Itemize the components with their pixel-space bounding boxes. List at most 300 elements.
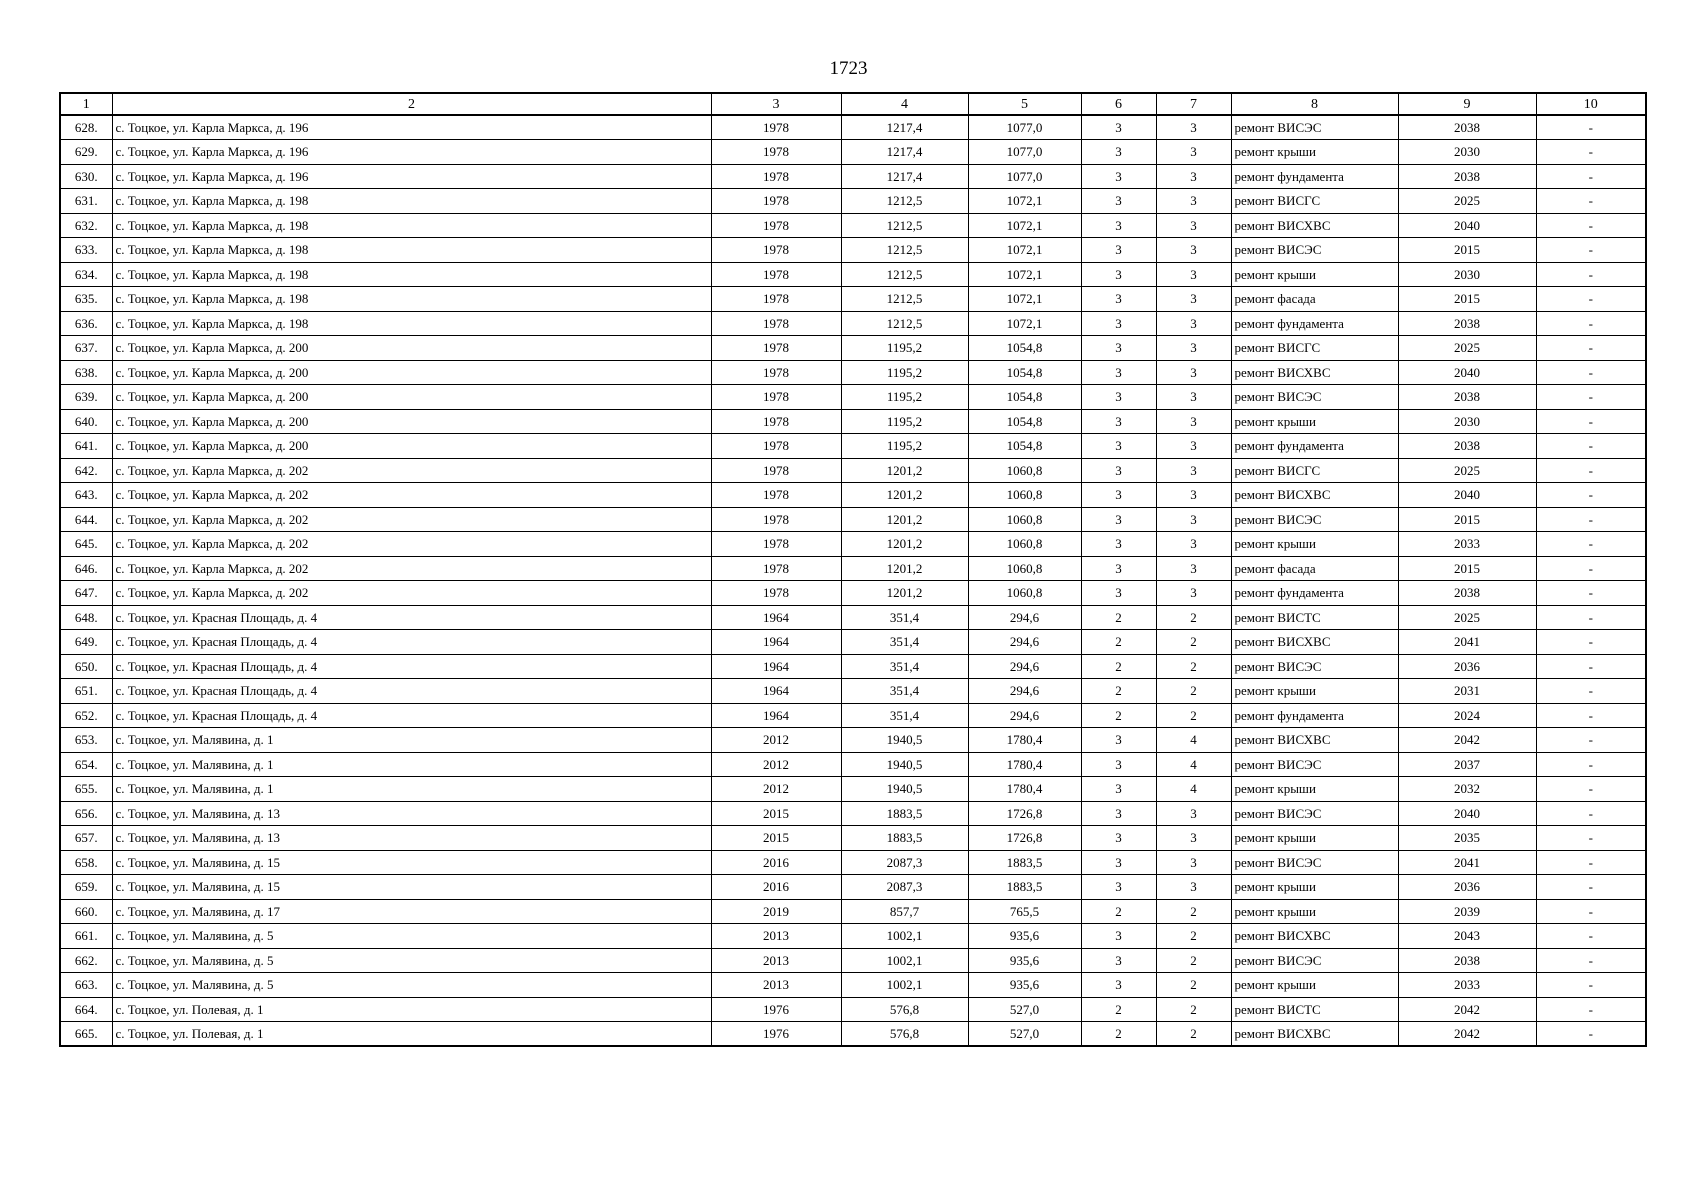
- floors-cell: 2: [1081, 630, 1156, 655]
- table-row: [60, 262, 1646, 287]
- repair-type-cell: ремонт крыши: [1231, 409, 1398, 434]
- planned-year-cell: 2041: [1398, 630, 1536, 655]
- planned-year-cell: 2043: [1398, 924, 1536, 949]
- total-area-cell: 576,8: [841, 997, 968, 1022]
- year-cell: 1978: [711, 238, 841, 263]
- entrances-cell: 3: [1156, 262, 1231, 287]
- address-cell: с. Тоцкое, ул. Красная Площадь, д. 4: [112, 679, 711, 704]
- total-area-cell: 1195,2: [841, 360, 968, 385]
- floors-cell: 3: [1081, 311, 1156, 336]
- living-area-cell: 1072,1: [968, 238, 1081, 263]
- planned-year-cell: 2015: [1398, 287, 1536, 312]
- note-cell: -: [1536, 801, 1646, 826]
- living-area-cell: 1883,5: [968, 875, 1081, 900]
- repair-type-cell: ремонт крыши: [1231, 899, 1398, 924]
- address-cell: с. Тоцкое, ул. Карла Маркса, д. 200: [112, 360, 711, 385]
- note-cell: -: [1536, 752, 1646, 777]
- living-area-cell: 294,6: [968, 703, 1081, 728]
- planned-year-cell: 2015: [1398, 556, 1536, 581]
- floors-cell: 3: [1081, 385, 1156, 410]
- floors-cell: 3: [1081, 507, 1156, 532]
- year-cell: 1978: [711, 262, 841, 287]
- repair-type-cell: ремонт ВИСГС: [1231, 336, 1398, 361]
- living-area-cell: 1726,8: [968, 801, 1081, 826]
- total-area-cell: 1217,4: [841, 140, 968, 165]
- floors-cell: 3: [1081, 948, 1156, 973]
- repair-type-cell: ремонт ВИСТС: [1231, 605, 1398, 630]
- planned-year-cell: 2041: [1398, 850, 1536, 875]
- row-number-cell: 646.: [60, 556, 112, 581]
- row-number-cell: 634.: [60, 262, 112, 287]
- floors-cell: 2: [1081, 605, 1156, 630]
- address-cell: с. Тоцкое, ул. Карла Маркса, д. 198: [112, 287, 711, 312]
- year-cell: 2013: [711, 948, 841, 973]
- floors-cell: 2: [1081, 679, 1156, 704]
- total-area-cell: 1212,5: [841, 287, 968, 312]
- floors-cell: 2: [1081, 654, 1156, 679]
- floors-cell: 3: [1081, 213, 1156, 238]
- planned-year-cell: 2015: [1398, 507, 1536, 532]
- note-cell: -: [1536, 164, 1646, 189]
- floors-cell: 3: [1081, 826, 1156, 851]
- repair-type-cell: ремонт фундамента: [1231, 311, 1398, 336]
- row-number-cell: 654.: [60, 752, 112, 777]
- header-cell: 7: [1156, 93, 1231, 115]
- row-number-cell: 630.: [60, 164, 112, 189]
- note-cell: -: [1536, 434, 1646, 459]
- year-cell: 2016: [711, 850, 841, 875]
- floors-cell: 3: [1081, 801, 1156, 826]
- note-cell: -: [1536, 507, 1646, 532]
- note-cell: -: [1536, 875, 1646, 900]
- note-cell: -: [1536, 213, 1646, 238]
- note-cell: -: [1536, 581, 1646, 606]
- table-row: [60, 826, 1646, 851]
- row-number-cell: 662.: [60, 948, 112, 973]
- table-row: [60, 654, 1646, 679]
- year-cell: 1978: [711, 336, 841, 361]
- living-area-cell: 1077,0: [968, 115, 1081, 140]
- living-area-cell: 935,6: [968, 948, 1081, 973]
- repair-type-cell: ремонт ВИСЭС: [1231, 654, 1398, 679]
- note-cell: -: [1536, 115, 1646, 140]
- planned-year-cell: 2031: [1398, 679, 1536, 704]
- planned-year-cell: 2038: [1398, 311, 1536, 336]
- planned-year-cell: 2038: [1398, 164, 1536, 189]
- table-row: [60, 752, 1646, 777]
- entrances-cell: 2: [1156, 630, 1231, 655]
- living-area-cell: 1054,8: [968, 336, 1081, 361]
- planned-year-cell: 2042: [1398, 1022, 1536, 1047]
- note-cell: -: [1536, 532, 1646, 557]
- year-cell: 1978: [711, 311, 841, 336]
- total-area-cell: 576,8: [841, 1022, 968, 1047]
- planned-year-cell: 2025: [1398, 189, 1536, 214]
- row-number-cell: 660.: [60, 899, 112, 924]
- header-cell: 6: [1081, 93, 1156, 115]
- total-area-cell: 1201,2: [841, 581, 968, 606]
- total-area-cell: 351,4: [841, 605, 968, 630]
- table-row: [60, 777, 1646, 802]
- note-cell: -: [1536, 483, 1646, 508]
- living-area-cell: 1077,0: [968, 164, 1081, 189]
- table-row: [60, 997, 1646, 1022]
- planned-year-cell: 2042: [1398, 997, 1536, 1022]
- total-area-cell: 1201,2: [841, 532, 968, 557]
- row-number-cell: 628.: [60, 115, 112, 140]
- table-row: [60, 115, 1646, 140]
- planned-year-cell: 2036: [1398, 654, 1536, 679]
- repair-type-cell: ремонт ВИСХВС: [1231, 924, 1398, 949]
- planned-year-cell: 2025: [1398, 336, 1536, 361]
- floors-cell: 3: [1081, 140, 1156, 165]
- planned-year-cell: 2033: [1398, 532, 1536, 557]
- total-area-cell: 351,4: [841, 630, 968, 655]
- year-cell: 2015: [711, 826, 841, 851]
- note-cell: -: [1536, 311, 1646, 336]
- header-cell: 2: [112, 93, 711, 115]
- address-cell: с. Тоцкое, ул. Малявина, д. 15: [112, 875, 711, 900]
- header-cell: 1: [60, 93, 112, 115]
- row-number-cell: 659.: [60, 875, 112, 900]
- living-area-cell: 1060,8: [968, 556, 1081, 581]
- entrances-cell: 3: [1156, 483, 1231, 508]
- row-number-cell: 645.: [60, 532, 112, 557]
- repair-type-cell: ремонт ВИСЭС: [1231, 948, 1398, 973]
- table-row: [60, 483, 1646, 508]
- row-number-cell: 640.: [60, 409, 112, 434]
- total-area-cell: 1002,1: [841, 973, 968, 998]
- entrances-cell: 3: [1156, 409, 1231, 434]
- row-number-cell: 631.: [60, 189, 112, 214]
- floors-cell: 3: [1081, 532, 1156, 557]
- row-number-cell: 632.: [60, 213, 112, 238]
- planned-year-cell: 2038: [1398, 115, 1536, 140]
- floors-cell: 3: [1081, 287, 1156, 312]
- row-number-cell: 644.: [60, 507, 112, 532]
- total-area-cell: 1940,5: [841, 777, 968, 802]
- table-row: [60, 213, 1646, 238]
- living-area-cell: 1060,8: [968, 532, 1081, 557]
- year-cell: 1978: [711, 140, 841, 165]
- repair-type-cell: ремонт фундамента: [1231, 434, 1398, 459]
- note-cell: -: [1536, 336, 1646, 361]
- table-row: [60, 385, 1646, 410]
- entrances-cell: 4: [1156, 777, 1231, 802]
- living-area-cell: 1072,1: [968, 262, 1081, 287]
- address-cell: с. Тоцкое, ул. Карла Маркса, д. 200: [112, 434, 711, 459]
- note-cell: -: [1536, 262, 1646, 287]
- row-number-cell: 653.: [60, 728, 112, 753]
- floors-cell: 2: [1081, 1022, 1156, 1047]
- address-cell: с. Тоцкое, ул. Малявина, д. 5: [112, 948, 711, 973]
- entrances-cell: 4: [1156, 752, 1231, 777]
- table-row: [60, 581, 1646, 606]
- address-cell: с. Тоцкое, ул. Полевая, д. 1: [112, 997, 711, 1022]
- row-number-cell: 656.: [60, 801, 112, 826]
- note-cell: -: [1536, 556, 1646, 581]
- year-cell: 1978: [711, 483, 841, 508]
- living-area-cell: 1780,4: [968, 777, 1081, 802]
- living-area-cell: 1054,8: [968, 409, 1081, 434]
- year-cell: 2015: [711, 801, 841, 826]
- total-area-cell: 351,4: [841, 703, 968, 728]
- floors-cell: 3: [1081, 164, 1156, 189]
- total-area-cell: 1195,2: [841, 409, 968, 434]
- planned-year-cell: 2040: [1398, 801, 1536, 826]
- total-area-cell: 1002,1: [841, 924, 968, 949]
- row-number-cell: 658.: [60, 850, 112, 875]
- floors-cell: 3: [1081, 924, 1156, 949]
- repair-type-cell: ремонт фундамента: [1231, 703, 1398, 728]
- repair-type-cell: ремонт крыши: [1231, 973, 1398, 998]
- note-cell: -: [1536, 409, 1646, 434]
- table-body: [60, 115, 1646, 1046]
- table-row: [60, 336, 1646, 361]
- table-row: [60, 801, 1646, 826]
- living-area-cell: 294,6: [968, 654, 1081, 679]
- row-number-cell: 648.: [60, 605, 112, 630]
- total-area-cell: 1201,2: [841, 483, 968, 508]
- table-row: [60, 409, 1646, 434]
- address-cell: с. Тоцкое, ул. Малявина, д. 17: [112, 899, 711, 924]
- row-number-cell: 651.: [60, 679, 112, 704]
- table-row: [60, 164, 1646, 189]
- entrances-cell: 3: [1156, 189, 1231, 214]
- table-row: [60, 948, 1646, 973]
- entrances-cell: 3: [1156, 581, 1231, 606]
- floors-cell: 3: [1081, 409, 1156, 434]
- year-cell: 1978: [711, 409, 841, 434]
- entrances-cell: 2: [1156, 654, 1231, 679]
- floors-cell: 3: [1081, 262, 1156, 287]
- year-cell: 1978: [711, 385, 841, 410]
- year-cell: 1978: [711, 556, 841, 581]
- address-cell: с. Тоцкое, ул. Карла Маркса, д. 198: [112, 238, 711, 263]
- table-row: [60, 434, 1646, 459]
- floors-cell: 3: [1081, 850, 1156, 875]
- total-area-cell: 1201,2: [841, 458, 968, 483]
- floors-cell: 2: [1081, 997, 1156, 1022]
- total-area-cell: 1201,2: [841, 507, 968, 532]
- planned-year-cell: 2038: [1398, 581, 1536, 606]
- total-area-cell: 1212,5: [841, 238, 968, 263]
- repair-type-cell: ремонт ВИСЭС: [1231, 385, 1398, 410]
- address-cell: с. Тоцкое, ул. Карла Маркса, д. 198: [112, 189, 711, 214]
- repair-type-cell: ремонт крыши: [1231, 826, 1398, 851]
- table-row: [60, 1022, 1646, 1047]
- entrances-cell: 3: [1156, 556, 1231, 581]
- address-cell: с. Тоцкое, ул. Красная Площадь, д. 4: [112, 630, 711, 655]
- table-row: [60, 532, 1646, 557]
- entrances-cell: 3: [1156, 850, 1231, 875]
- year-cell: 1978: [711, 164, 841, 189]
- total-area-cell: 351,4: [841, 654, 968, 679]
- page-number: 1723: [829, 58, 868, 79]
- living-area-cell: 765,5: [968, 899, 1081, 924]
- table-row: [60, 899, 1646, 924]
- row-number-cell: 657.: [60, 826, 112, 851]
- address-cell: с. Тоцкое, ул. Карла Маркса, д. 202: [112, 483, 711, 508]
- row-number-cell: 635.: [60, 287, 112, 312]
- planned-year-cell: 2024: [1398, 703, 1536, 728]
- floors-cell: 2: [1081, 899, 1156, 924]
- floors-cell: 3: [1081, 556, 1156, 581]
- year-cell: 2013: [711, 973, 841, 998]
- row-number-cell: 633.: [60, 238, 112, 263]
- repair-type-cell: ремонт ВИСТС: [1231, 997, 1398, 1022]
- total-area-cell: 1212,5: [841, 189, 968, 214]
- row-number-cell: 636.: [60, 311, 112, 336]
- entrances-cell: 2: [1156, 899, 1231, 924]
- floors-cell: 3: [1081, 581, 1156, 606]
- header-cell: 3: [711, 93, 841, 115]
- header-cell: 9: [1398, 93, 1536, 115]
- entrances-cell: 3: [1156, 532, 1231, 557]
- planned-year-cell: 2042: [1398, 728, 1536, 753]
- note-cell: -: [1536, 850, 1646, 875]
- header-cell: 4: [841, 93, 968, 115]
- row-number-cell: 650.: [60, 654, 112, 679]
- row-number-cell: 643.: [60, 483, 112, 508]
- note-cell: -: [1536, 826, 1646, 851]
- entrances-cell: 2: [1156, 924, 1231, 949]
- address-cell: с. Тоцкое, ул. Карла Маркса, д. 200: [112, 336, 711, 361]
- header-cell: 10: [1536, 93, 1646, 115]
- header-cell: 5: [968, 93, 1081, 115]
- entrances-cell: 2: [1156, 679, 1231, 704]
- note-cell: -: [1536, 654, 1646, 679]
- planned-year-cell: 2030: [1398, 140, 1536, 165]
- year-cell: 2013: [711, 924, 841, 949]
- living-area-cell: 527,0: [968, 997, 1081, 1022]
- floors-cell: 3: [1081, 777, 1156, 802]
- note-cell: -: [1536, 777, 1646, 802]
- note-cell: -: [1536, 360, 1646, 385]
- living-area-cell: 1077,0: [968, 140, 1081, 165]
- floors-cell: 3: [1081, 875, 1156, 900]
- address-cell: с. Тоцкое, ул. Карла Маркса, д. 196: [112, 164, 711, 189]
- entrances-cell: 3: [1156, 434, 1231, 459]
- address-cell: с. Тоцкое, ул. Полевая, д. 1: [112, 1022, 711, 1047]
- repair-type-cell: ремонт крыши: [1231, 679, 1398, 704]
- living-area-cell: 1060,8: [968, 507, 1081, 532]
- row-number-cell: 647.: [60, 581, 112, 606]
- entrances-cell: 3: [1156, 164, 1231, 189]
- row-number-cell: 652.: [60, 703, 112, 728]
- entrances-cell: 2: [1156, 997, 1231, 1022]
- floors-cell: 3: [1081, 336, 1156, 361]
- planned-year-cell: 2025: [1398, 605, 1536, 630]
- entrances-cell: 3: [1156, 311, 1231, 336]
- note-cell: -: [1536, 140, 1646, 165]
- total-area-cell: 1883,5: [841, 826, 968, 851]
- table-row: [60, 679, 1646, 704]
- total-area-cell: 1212,5: [841, 213, 968, 238]
- living-area-cell: 935,6: [968, 924, 1081, 949]
- address-cell: с. Тоцкое, ул. Карла Маркса, д. 198: [112, 311, 711, 336]
- note-cell: -: [1536, 973, 1646, 998]
- floors-cell: 3: [1081, 483, 1156, 508]
- year-cell: 1978: [711, 581, 841, 606]
- planned-year-cell: 2015: [1398, 238, 1536, 263]
- living-area-cell: 1060,8: [968, 483, 1081, 508]
- address-cell: с. Тоцкое, ул. Малявина, д. 1: [112, 728, 711, 753]
- floors-cell: 2: [1081, 703, 1156, 728]
- address-cell: с. Тоцкое, ул. Малявина, д. 1: [112, 777, 711, 802]
- entrances-cell: 2: [1156, 973, 1231, 998]
- year-cell: 1978: [711, 213, 841, 238]
- year-cell: 1978: [711, 507, 841, 532]
- table-row: [60, 189, 1646, 214]
- repair-type-cell: ремонт ВИСЭС: [1231, 238, 1398, 263]
- note-cell: -: [1536, 630, 1646, 655]
- repair-type-cell: ремонт крыши: [1231, 875, 1398, 900]
- address-cell: с. Тоцкое, ул. Карла Маркса, д. 196: [112, 115, 711, 140]
- year-cell: 1976: [711, 1022, 841, 1047]
- year-cell: 2019: [711, 899, 841, 924]
- living-area-cell: 527,0: [968, 1022, 1081, 1047]
- year-cell: 2012: [711, 752, 841, 777]
- repair-type-cell: ремонт ВИСХВС: [1231, 1022, 1398, 1047]
- entrances-cell: 3: [1156, 875, 1231, 900]
- address-cell: с. Тоцкое, ул. Карла Маркса, д. 198: [112, 213, 711, 238]
- repair-type-cell: ремонт ВИСХВС: [1231, 630, 1398, 655]
- floors-cell: 3: [1081, 189, 1156, 214]
- total-area-cell: 351,4: [841, 679, 968, 704]
- entrances-cell: 3: [1156, 385, 1231, 410]
- total-area-cell: 1195,2: [841, 336, 968, 361]
- header-cell: 8: [1231, 93, 1398, 115]
- repair-type-cell: ремонт ВИСЭС: [1231, 850, 1398, 875]
- repair-type-cell: ремонт ВИСЭС: [1231, 507, 1398, 532]
- planned-year-cell: 2032: [1398, 777, 1536, 802]
- note-cell: -: [1536, 189, 1646, 214]
- entrances-cell: 3: [1156, 507, 1231, 532]
- year-cell: 1978: [711, 360, 841, 385]
- table-row: [60, 605, 1646, 630]
- address-cell: с. Тоцкое, ул. Малявина, д. 13: [112, 826, 711, 851]
- repair-type-cell: ремонт ВИСЭС: [1231, 801, 1398, 826]
- address-cell: с. Тоцкое, ул. Малявина, д. 5: [112, 973, 711, 998]
- repair-type-cell: ремонт фасада: [1231, 287, 1398, 312]
- planned-year-cell: 2033: [1398, 973, 1536, 998]
- total-area-cell: 1883,5: [841, 801, 968, 826]
- living-area-cell: 1780,4: [968, 752, 1081, 777]
- living-area-cell: 294,6: [968, 679, 1081, 704]
- total-area-cell: 857,7: [841, 899, 968, 924]
- planned-year-cell: 2040: [1398, 483, 1536, 508]
- total-area-cell: 1002,1: [841, 948, 968, 973]
- table-row: [60, 850, 1646, 875]
- living-area-cell: 1054,8: [968, 385, 1081, 410]
- year-cell: 2012: [711, 728, 841, 753]
- row-number-cell: 655.: [60, 777, 112, 802]
- total-area-cell: 1940,5: [841, 728, 968, 753]
- address-cell: с. Тоцкое, ул. Карла Маркса, д. 198: [112, 262, 711, 287]
- entrances-cell: 3: [1156, 115, 1231, 140]
- floors-cell: 3: [1081, 238, 1156, 263]
- total-area-cell: 1217,4: [841, 115, 968, 140]
- repair-type-cell: ремонт фасада: [1231, 556, 1398, 581]
- repair-type-cell: ремонт фундамента: [1231, 581, 1398, 606]
- living-area-cell: 1060,8: [968, 458, 1081, 483]
- table-row: [60, 875, 1646, 900]
- repair-type-cell: ремонт ВИСХВС: [1231, 728, 1398, 753]
- living-area-cell: 1726,8: [968, 826, 1081, 851]
- table-row: [60, 728, 1646, 753]
- address-cell: с. Тоцкое, ул. Малявина, д. 1: [112, 752, 711, 777]
